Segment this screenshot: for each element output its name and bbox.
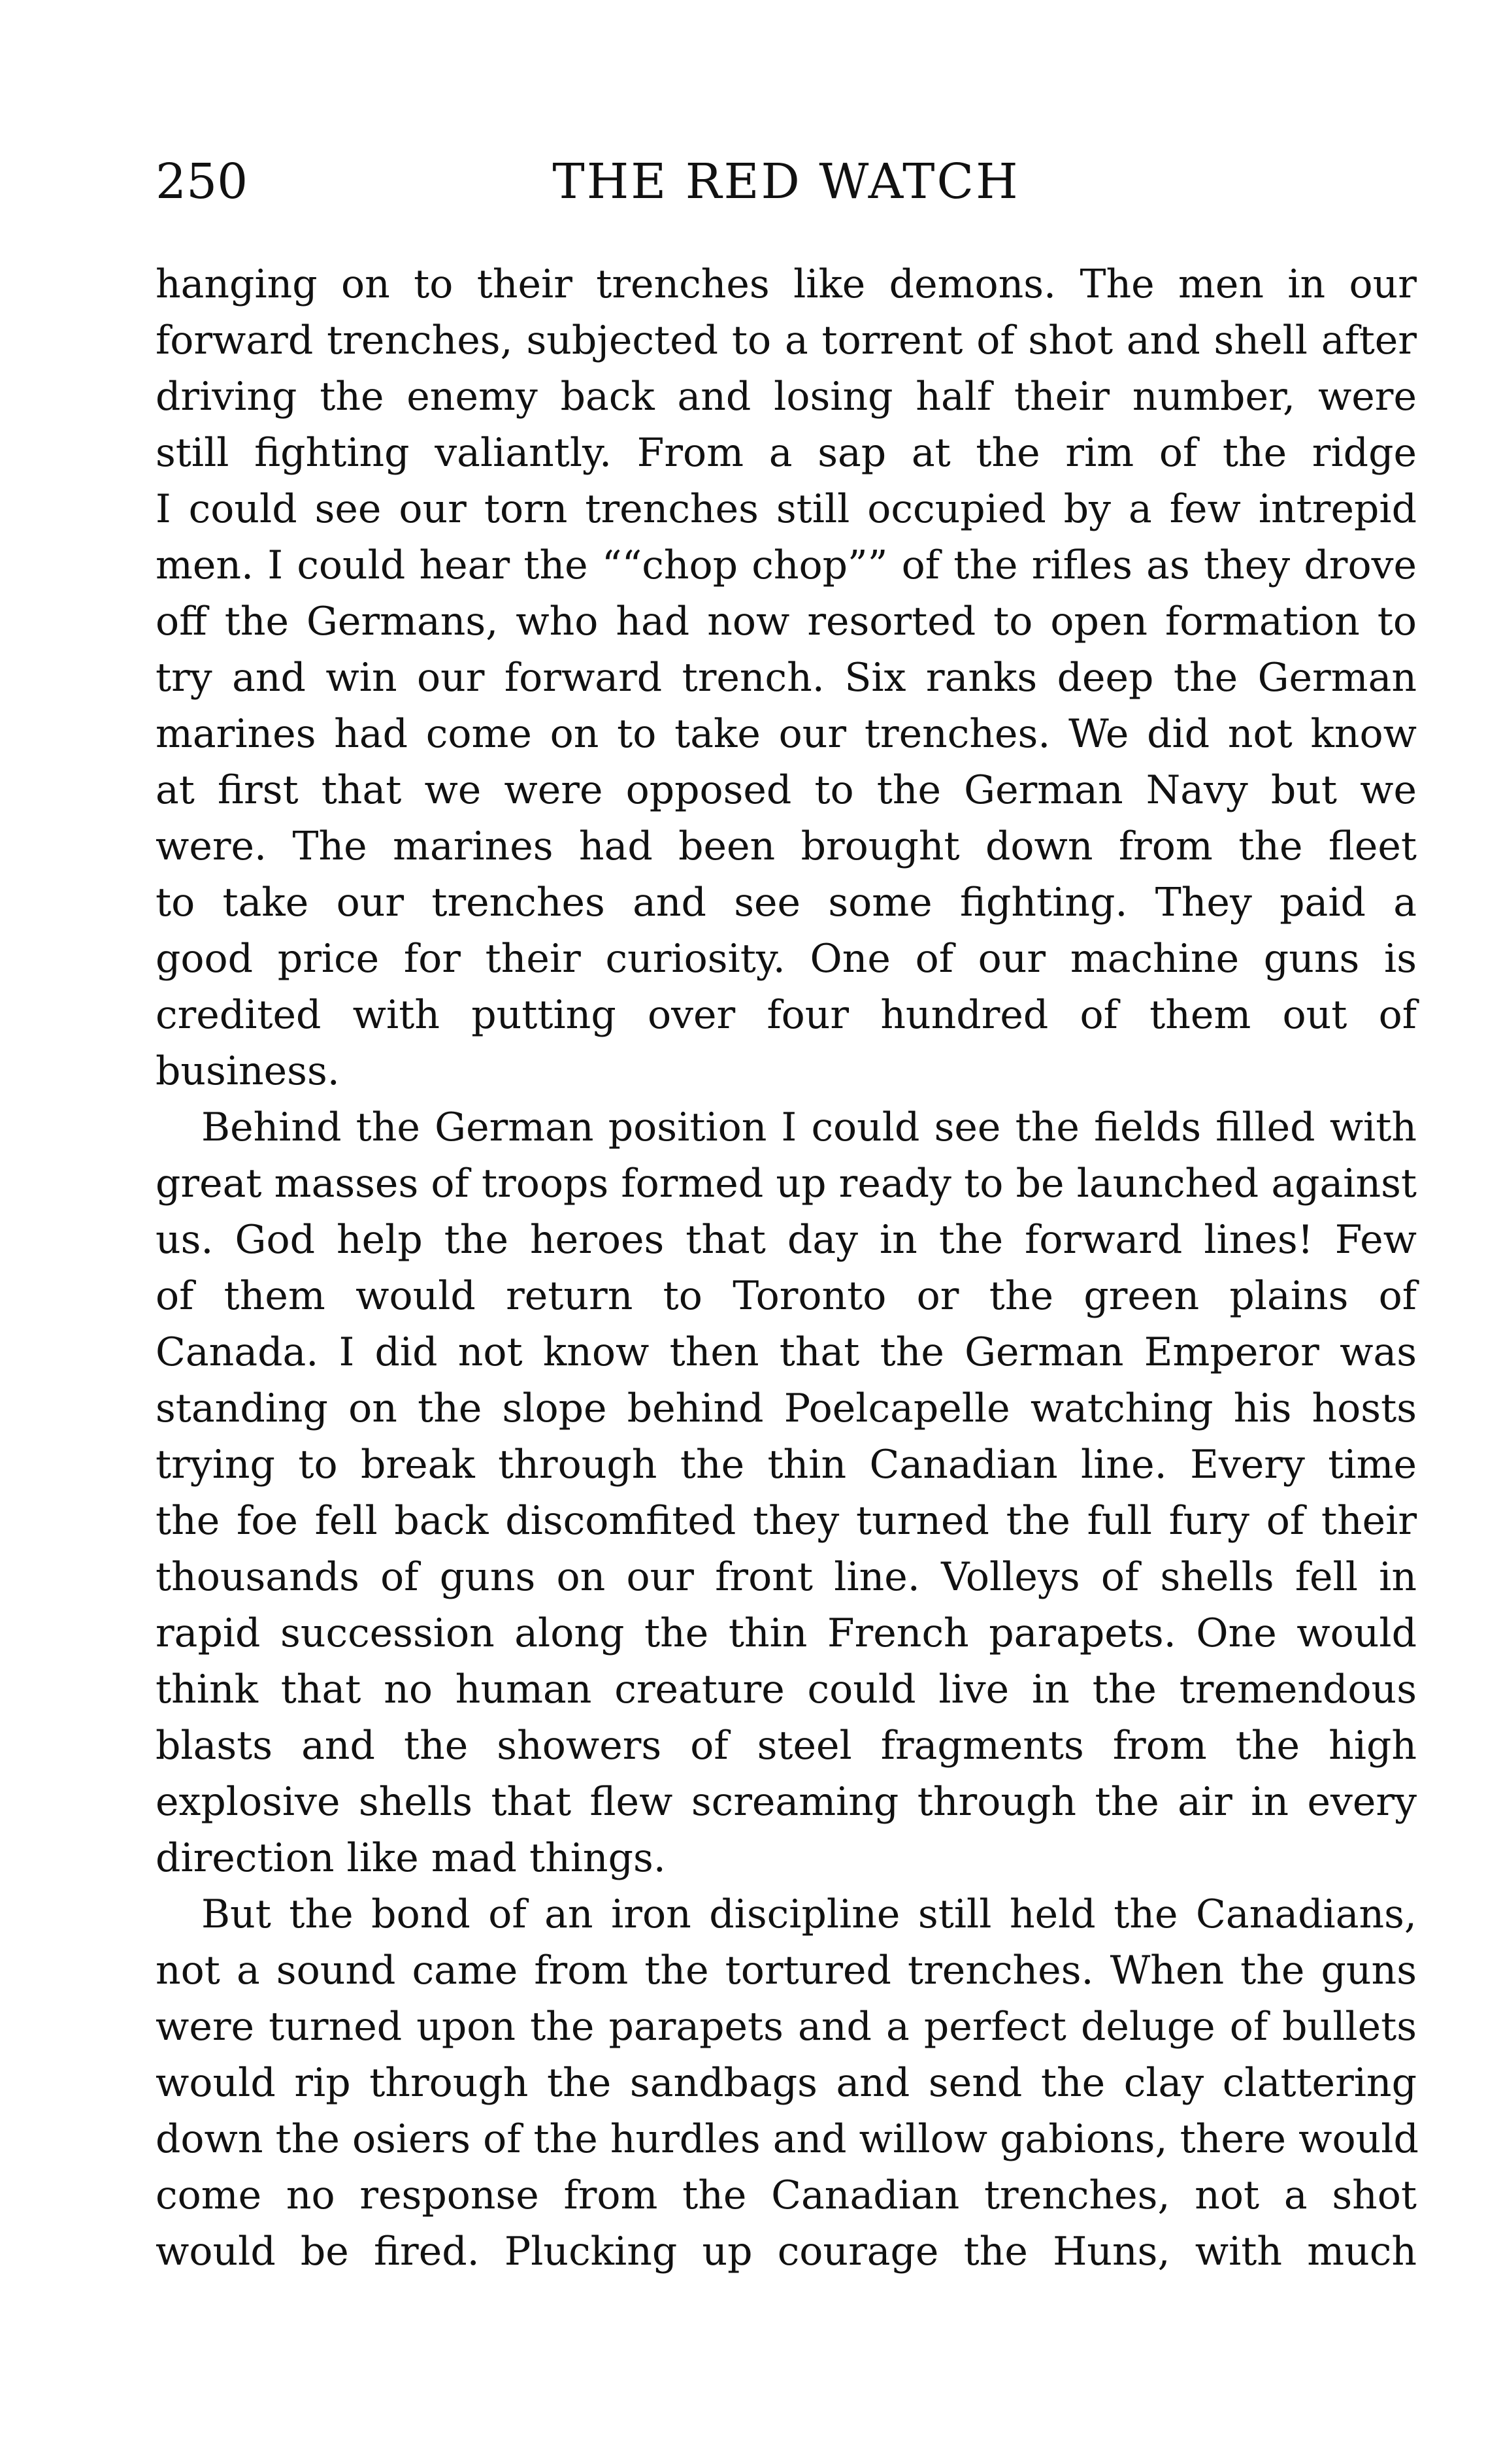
text-line: us. God help the heroes that day in the forward lines! Few [156, 1217, 1417, 1263]
text-line: try and win our forward trench. Six ranks deep the German [156, 655, 1417, 701]
text-line: not a sound came from the tortured trenches. When the guns [156, 1948, 1417, 1993]
text-line: come no response from the Canadian trenches, not a shot [156, 2173, 1417, 2218]
text-line: were turned upon the parapets and a perfect deluge of bullets [156, 2004, 1417, 2050]
page-header [156, 149, 1417, 214]
page-number: 250 [156, 154, 248, 210]
text-line: Canada. I did not know then that the German Emperor was [156, 1329, 1417, 1375]
text-line: business. [156, 1048, 340, 1094]
text-line: explosive shells that flew screaming through the air in every [156, 1779, 1417, 1825]
text-line: to take our trenches and see some fighting. They paid a [156, 880, 1417, 925]
text-line: driving the enemy back and losing half their number, were [156, 374, 1417, 420]
text-line: of them would return to Toronto or the green plains of [156, 1273, 1417, 1319]
text-line: still fighting valiantly. From a sap at the rim of the ridge [156, 430, 1417, 476]
text-line: credited with putting over four hundred of them out of [156, 992, 1417, 1038]
text-line: standing on the slope behind Poelcapelle watching his hosts [156, 1386, 1417, 1431]
text-line: the foe fell back discomfited they turned the full fury of their [156, 1498, 1417, 1544]
text-line: off the Germans, who had now resorted to open formation to [156, 599, 1417, 644]
text-line: great masses of troops formed up ready to be launched against [156, 1161, 1417, 1207]
text-line: trying to break through the thin Canadian line. Every time [156, 1442, 1417, 1488]
text-line: men. I could hear the ““chop chop”” of the rifles as they drove [156, 542, 1417, 588]
text-line: thousands of guns on our front line. Volleys of shells fell in [156, 1554, 1417, 1600]
body-text [156, 256, 1417, 2280]
text-line: good price for their curiosity. One of our machine guns is [156, 936, 1417, 982]
text-line: hanging on to their trenches like demons. The men in our [156, 261, 1417, 307]
text-line: I could see our torn trenches still occupied by a few intrepid [156, 486, 1417, 532]
text-line: marines had come on to take our trenches. We did not know [156, 711, 1417, 757]
running-title: THE RED WATCH [552, 154, 1020, 210]
text-line: would rip through the sandbags and send the clay clattering [156, 2060, 1417, 2106]
text-line: down the osiers of the hurdles and willow gabions, there would [156, 2116, 1419, 2162]
text-line: But the bond of an iron discipline still held the Canadians, [201, 1891, 1417, 1937]
text-line: Behind the German position I could see the fields filled with [201, 1105, 1417, 1150]
text-line: were. The marines had been brought down from the fleet [156, 824, 1417, 869]
text-line: would be fired. Plucking up courage the Huns, with much [156, 2229, 1417, 2274]
text-line: forward trenches, subjected to a torrent of shot and shell after [156, 318, 1417, 363]
text-line: blasts and the showers of steel fragments from the high [156, 1723, 1417, 1769]
text-line: direction like mad things. [156, 1835, 666, 1881]
text-line: think that no human creature could live in the tremendous [156, 1667, 1417, 1712]
text-line: at first that we were opposed to the German Navy but we [156, 767, 1417, 813]
text-line: rapid succession along the thin French parapets. One would [156, 1610, 1417, 1656]
